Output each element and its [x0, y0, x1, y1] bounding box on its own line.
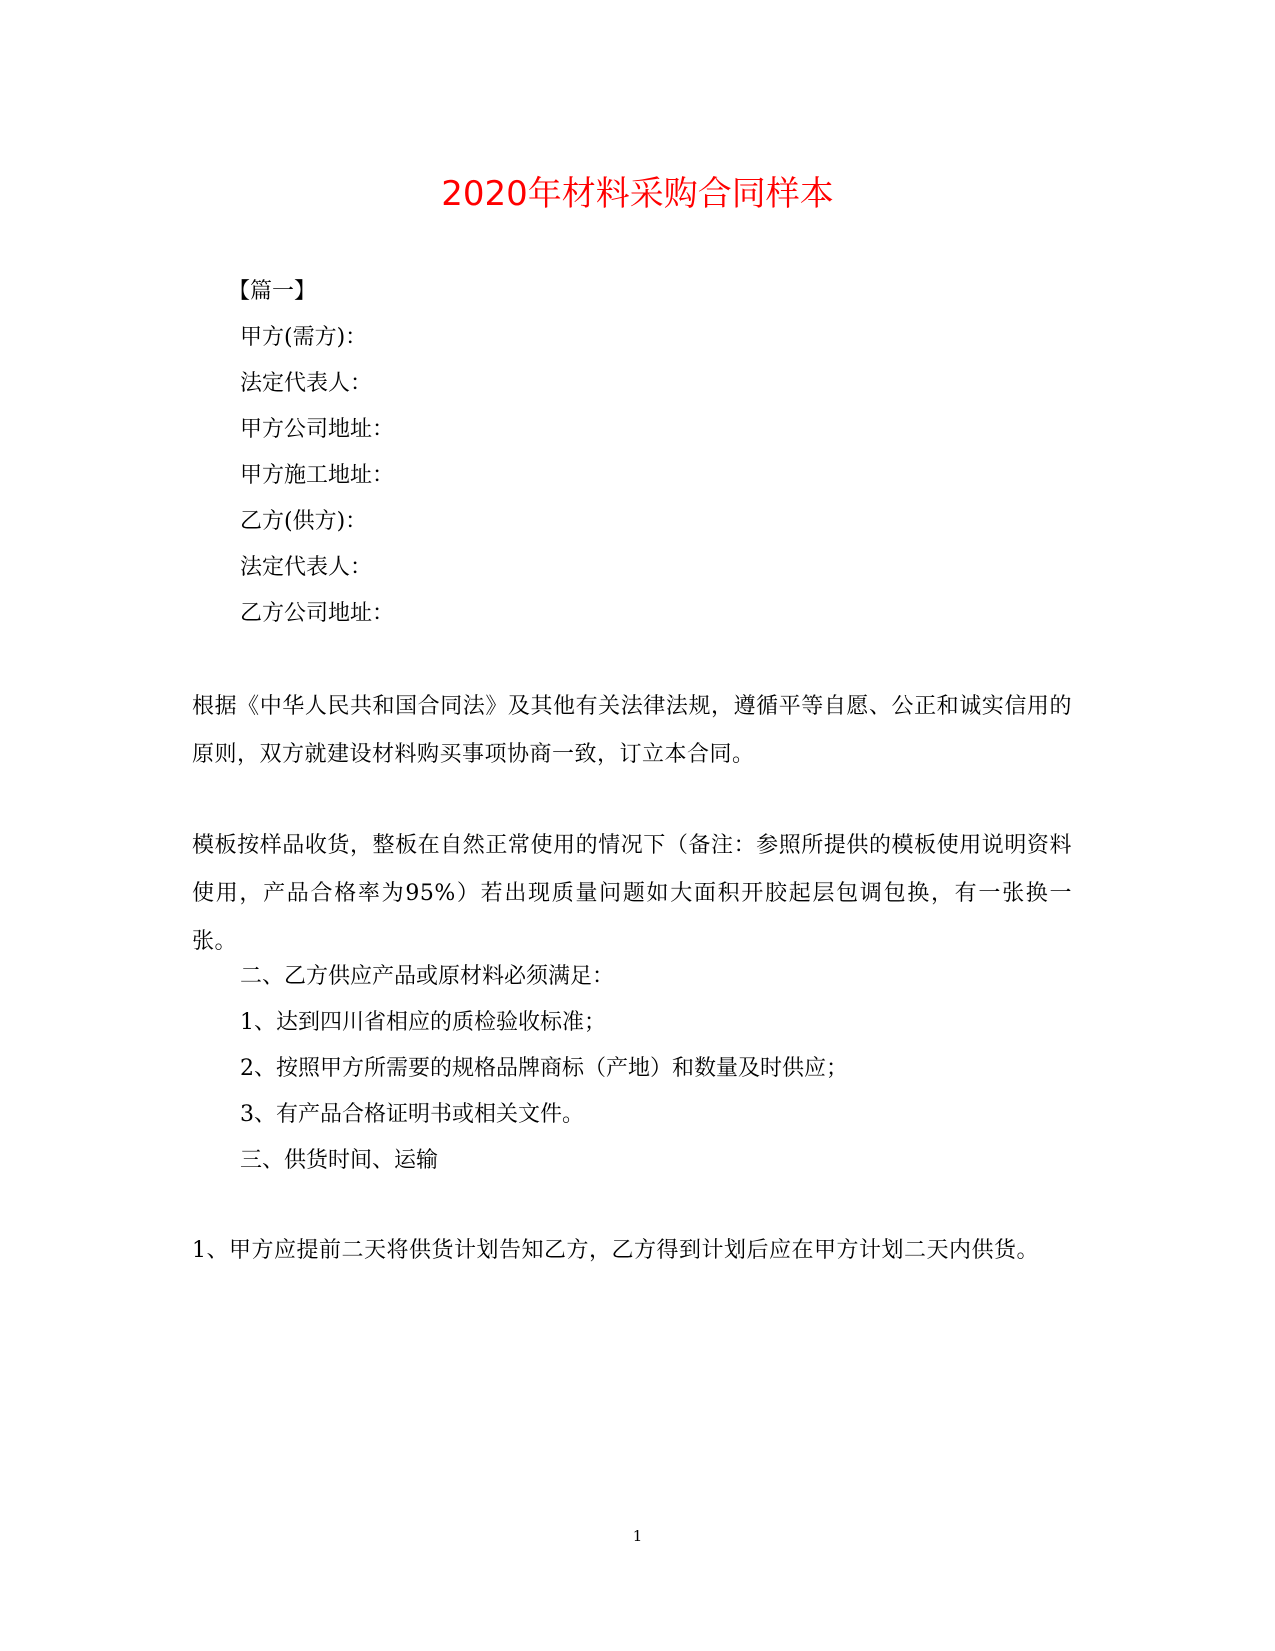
page-number: 1 — [632, 1527, 643, 1545]
party-field-buyer: 甲方(需方)： — [240, 325, 368, 350]
party-field-supplier-representative: 法定代表人： — [240, 555, 373, 580]
section-2-item: 3、有产品合格证明书或相关文件。 — [240, 1102, 584, 1127]
section-2-item: 2、按照甲方所需要的规格品牌商标（产地）和数量及时供应； — [240, 1056, 848, 1081]
party-field-supplier-address: 乙方公司地址： — [240, 601, 395, 626]
party-field-buyer-representative: 法定代表人： — [240, 371, 373, 396]
preamble-paragraph: 根据《中华人民共和国合同法》及其他有关法律法规，遵循平等自愿、公正和诚实信用的原则，双方就建设材料购买事项协商一致，订立本合同。 — [192, 694, 1072, 767]
document-title: 2020年材料采购合同样本 — [441, 174, 834, 214]
section-2-item: 1、达到四川省相应的质检验收标准； — [240, 1010, 606, 1035]
section-2-heading: 二、乙方供应产品或原材料必须满足： — [240, 964, 615, 989]
party-field-buyer-address: 甲方公司地址： — [240, 417, 395, 442]
section-3-item-1: 1、甲方应提前二天将供货计划告知乙方，乙方得到计划后应在甲方计划二天内供货。 — [192, 1238, 1039, 1263]
section-3-heading: 三、供货时间、运输 — [240, 1148, 439, 1173]
section-label: 【篇一】 — [228, 279, 317, 304]
party-field-construction-address: 甲方施工地址： — [240, 463, 395, 488]
template-clause-paragraph: 模板按样品收货，整板在自然正常使用的情况下（备注：参照所提供的模板使用说明资料使用，产品合格率为95%）若出现质量问题如大面积开胶起层包调包换，有一张换一张。 — [192, 833, 1072, 954]
party-field-supplier: 乙方(供方)： — [240, 509, 368, 534]
